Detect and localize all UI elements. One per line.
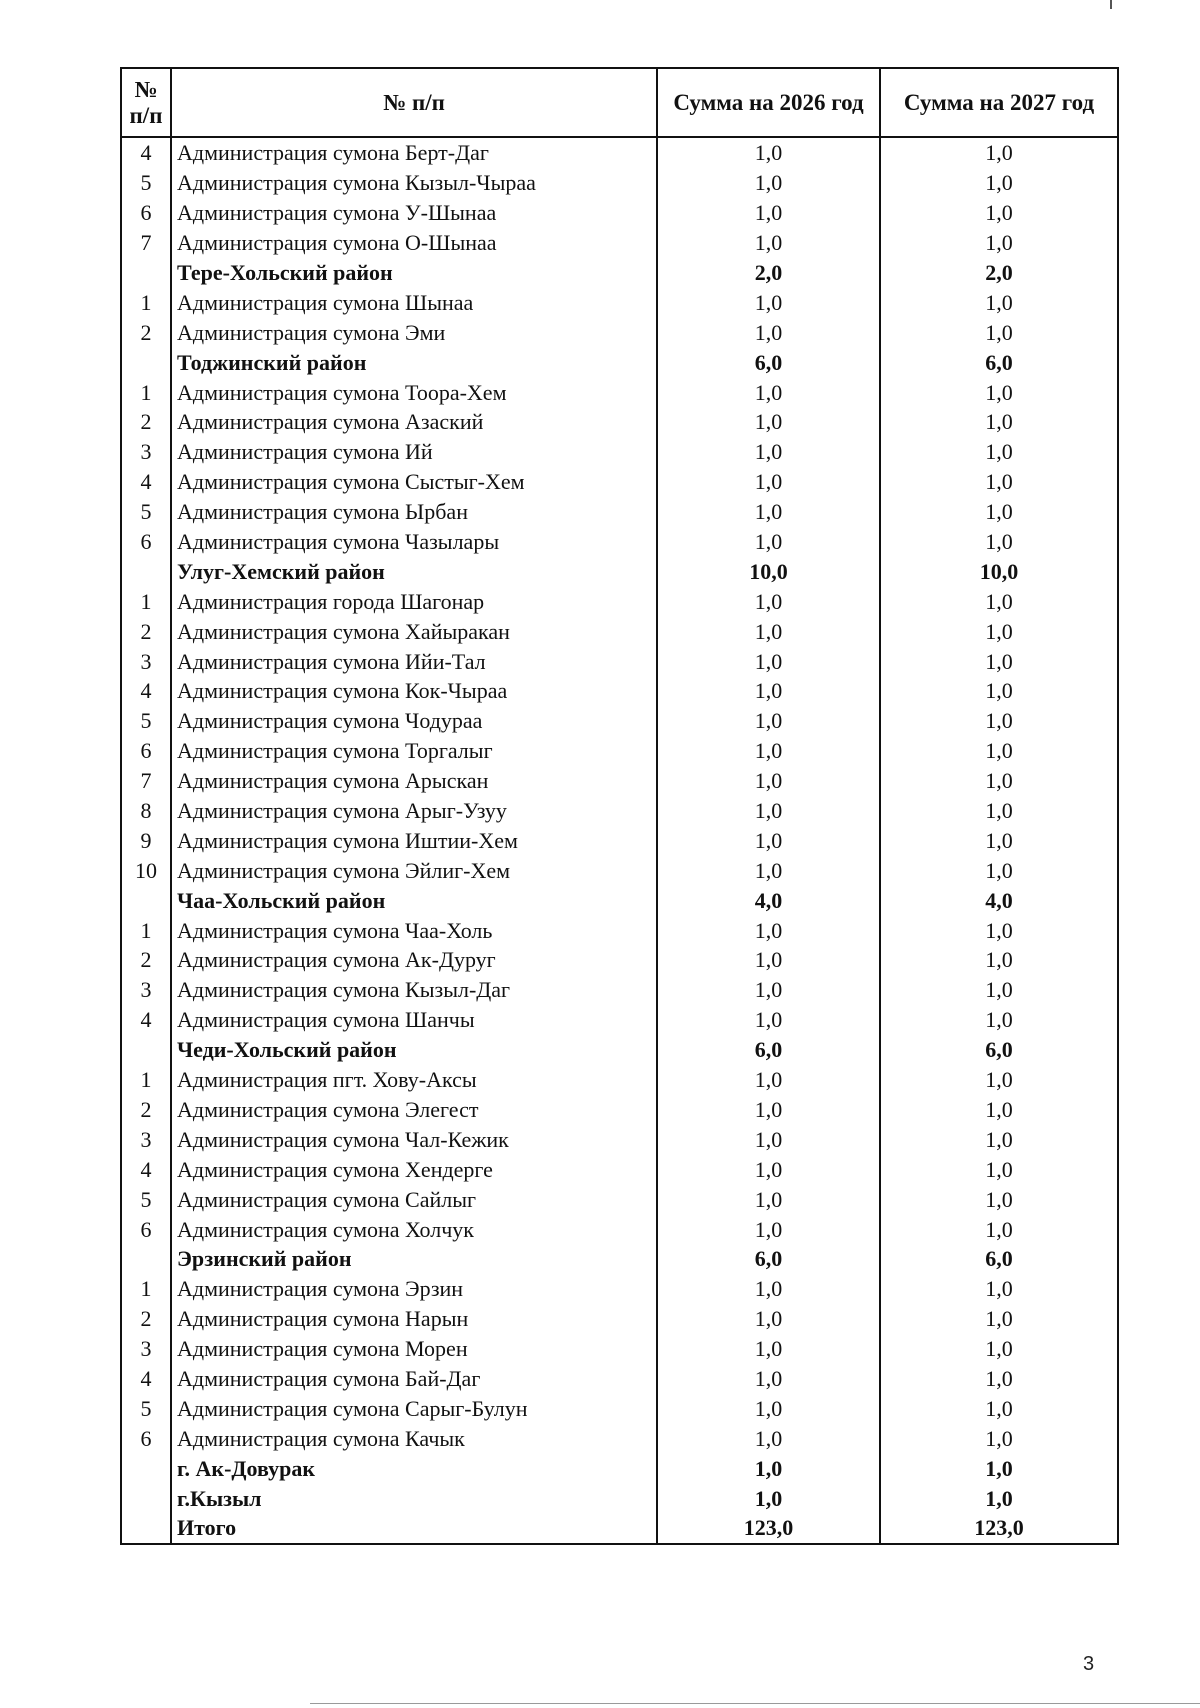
row-name: Администрация сумона Кызыл-Чыраа [171,168,657,198]
row-name: Администрация сумона Чаа-Холь [171,915,657,945]
row-name: Администрация сумона Сарыг-Булун [171,1393,657,1423]
row-sum-2027: 123,0 [880,1513,1118,1544]
row-sum-2026: 1,0 [657,1483,880,1513]
row-sum-2026: 6,0 [657,1035,880,1065]
table-row [121,736,1118,766]
table-row [121,1154,1118,1184]
row-sum-2027: 1,0 [880,1483,1118,1513]
row-sum-2027: 1,0 [880,1334,1118,1364]
row-sum-2027: 1,0 [880,736,1118,766]
row-sum-2027: 1,0 [880,676,1118,706]
table-row [121,377,1118,407]
table-row [121,855,1118,885]
row-name: Администрация сумона Берт-Даг [171,137,657,168]
table-row [121,646,1118,676]
row-sum-2027: 1,0 [880,646,1118,676]
row-name: Администрация сумона Ий [171,437,657,467]
row-sum-2026: 1,0 [657,1453,880,1483]
table-header [121,68,1118,137]
row-sum-2026: 1,0 [657,1184,880,1214]
row-name: г. Ак-Довурак [171,1453,657,1483]
footer-divider [310,1703,1200,1704]
table-row [121,1065,1118,1095]
row-sum-2026: 1,0 [657,287,880,317]
row-sum-2027: 1,0 [880,287,1118,317]
row-sum-2026: 2,0 [657,258,880,288]
row-name: Администрация сумона Нарын [171,1304,657,1334]
row-sum-2026: 1,0 [657,915,880,945]
row-number: 1 [121,1065,171,1095]
row-sum-2027: 1,0 [880,1214,1118,1244]
row-name: Администрация сумона Торгалыг [171,736,657,766]
table-subtotal-row [121,556,1118,586]
row-sum-2026: 1,0 [657,168,880,198]
row-sum-2027: 1,0 [880,1124,1118,1154]
row-sum-2026: 1,0 [657,377,880,407]
row-number: 8 [121,796,171,826]
allocation-table [120,67,1119,1545]
row-number: 1 [121,287,171,317]
row-number [121,1244,171,1274]
row-name: Эрзинский район [171,1244,657,1274]
row-name: Администрация сумона Шанчы [171,1005,657,1035]
header-number: № п/п [121,68,171,137]
row-name: Администрация сумона Кызыл-Даг [171,975,657,1005]
table-row [121,1124,1118,1154]
row-number: 2 [121,407,171,437]
row-number [121,1513,171,1544]
row-name: Администрация сумона Бай-Даг [171,1364,657,1394]
row-name: Тере-Хольский район [171,258,657,288]
table-row [121,945,1118,975]
table-row [121,1095,1118,1125]
row-sum-2026: 1,0 [657,437,880,467]
row-sum-2026: 1,0 [657,1124,880,1154]
row-number: 3 [121,1334,171,1364]
row-sum-2026: 1,0 [657,945,880,975]
row-sum-2027: 10,0 [880,556,1118,586]
row-number: 2 [121,945,171,975]
row-name: Администрация сумона Морен [171,1334,657,1364]
row-sum-2026: 1,0 [657,317,880,347]
row-name: Администрация сумона Элегест [171,1095,657,1125]
table-row [121,706,1118,736]
row-sum-2027: 1,0 [880,1364,1118,1394]
table-row [121,527,1118,557]
row-sum-2027: 1,0 [880,1423,1118,1453]
table-row [121,228,1118,258]
row-sum-2026: 1,0 [657,198,880,228]
table-row [121,437,1118,467]
table-subtotal-row [121,1453,1118,1483]
row-name: Администрация сумона Хайыракан [171,616,657,646]
row-number: 3 [121,437,171,467]
row-number [121,885,171,915]
table-row [121,1423,1118,1453]
table-subtotal-row [121,347,1118,377]
row-number: 4 [121,676,171,706]
row-sum-2027: 1,0 [880,915,1118,945]
row-sum-2027: 1,0 [880,1154,1118,1184]
table-row [121,1334,1118,1364]
row-sum-2027: 1,0 [880,616,1118,646]
row-number: 1 [121,586,171,616]
row-name: Администрация сумона Шынаа [171,287,657,317]
row-name: Чаа-Хольский район [171,885,657,915]
row-sum-2027: 1,0 [880,497,1118,527]
row-name: Чеди-Хольский район [171,1035,657,1065]
table-row [121,467,1118,497]
row-sum-2027: 2,0 [880,258,1118,288]
row-number: 3 [121,646,171,676]
row-sum-2027: 6,0 [880,347,1118,377]
table-row [121,915,1118,945]
row-sum-2026: 1,0 [657,228,880,258]
table-row [121,137,1118,168]
table-subtotal-row [121,1513,1118,1544]
row-name: Администрация сумона Арыскан [171,766,657,796]
row-number: 1 [121,1274,171,1304]
table-row [121,1274,1118,1304]
table-row [121,317,1118,347]
row-sum-2026: 1,0 [657,1423,880,1453]
table-row [121,616,1118,646]
table-row [121,1214,1118,1244]
scan-corner-mark [1110,0,1112,9]
row-sum-2026: 1,0 [657,616,880,646]
row-sum-2027: 1,0 [880,766,1118,796]
table-row [121,497,1118,527]
row-number: 5 [121,706,171,736]
row-sum-2026: 1,0 [657,1393,880,1423]
table-row [121,1364,1118,1394]
row-sum-2026: 1,0 [657,1334,880,1364]
row-number [121,258,171,288]
row-sum-2026: 1,0 [657,497,880,527]
row-sum-2026: 1,0 [657,646,880,676]
header-name: № п/п [171,68,657,137]
row-sum-2026: 6,0 [657,347,880,377]
row-number: 1 [121,915,171,945]
row-name: Итого [171,1513,657,1544]
table-row [121,1393,1118,1423]
row-sum-2027: 1,0 [880,855,1118,885]
row-sum-2027: 1,0 [880,137,1118,168]
table-subtotal-row [121,1035,1118,1065]
row-name: Администрация сумона Азаский [171,407,657,437]
row-name: Администрация сумона Чал-Кежик [171,1124,657,1154]
row-name: Администрация сумона Ырбан [171,497,657,527]
table-row [121,676,1118,706]
row-sum-2026: 1,0 [657,796,880,826]
row-sum-2027: 1,0 [880,377,1118,407]
row-sum-2027: 1,0 [880,467,1118,497]
row-number [121,347,171,377]
page-number: 3 [1083,1653,1095,1675]
row-name: Администрация пгт. Хову-Аксы [171,1065,657,1095]
row-sum-2027: 1,0 [880,945,1118,975]
row-sum-2027: 1,0 [880,975,1118,1005]
row-name: Тоджинский район [171,347,657,377]
row-sum-2027: 1,0 [880,1393,1118,1423]
row-name: Администрация сумона Холчук [171,1214,657,1244]
table-row [121,1005,1118,1035]
row-sum-2027: 1,0 [880,1005,1118,1035]
row-sum-2027: 1,0 [880,407,1118,437]
row-sum-2026: 1,0 [657,467,880,497]
row-sum-2026: 1,0 [657,1095,880,1125]
row-sum-2026: 123,0 [657,1513,880,1544]
table-row [121,287,1118,317]
header-sum-2027: Сумма на 2027 год [880,68,1118,137]
row-sum-2027: 1,0 [880,317,1118,347]
row-sum-2026: 1,0 [657,586,880,616]
row-sum-2026: 1,0 [657,1274,880,1304]
row-sum-2026: 1,0 [657,1364,880,1394]
row-sum-2026: 1,0 [657,676,880,706]
row-number: 3 [121,1124,171,1154]
table-subtotal-row [121,1244,1118,1274]
row-number: 2 [121,1095,171,1125]
row-sum-2027: 1,0 [880,1095,1118,1125]
table-row [121,586,1118,616]
row-number: 4 [121,1154,171,1184]
row-name: г.Кызыл [171,1483,657,1513]
table-row [121,1304,1118,1334]
row-number: 7 [121,766,171,796]
row-number: 4 [121,1364,171,1394]
row-sum-2026: 1,0 [657,137,880,168]
table-row [121,796,1118,826]
row-number: 6 [121,527,171,557]
row-name: Администрация сумона Иштии-Хем [171,825,657,855]
row-sum-2027: 1,0 [880,437,1118,467]
row-sum-2027: 1,0 [880,198,1118,228]
row-name: Администрация сумона У-Шынаа [171,198,657,228]
row-sum-2027: 1,0 [880,1453,1118,1483]
row-name: Администрация сумона Качык [171,1423,657,1453]
row-sum-2026: 1,0 [657,1154,880,1184]
row-name: Администрация сумона Сайлыг [171,1184,657,1214]
row-number: 2 [121,616,171,646]
table-row [121,975,1118,1005]
row-sum-2027: 1,0 [880,586,1118,616]
table-body [121,137,1118,1544]
table-row [121,407,1118,437]
row-name: Администрация города Шагонар [171,586,657,616]
row-number: 2 [121,317,171,347]
row-sum-2026: 1,0 [657,1214,880,1244]
row-sum-2027: 1,0 [880,228,1118,258]
row-number: 2 [121,1304,171,1334]
row-name: Администрация сумона Хендерге [171,1154,657,1184]
row-sum-2026: 1,0 [657,527,880,557]
row-sum-2027: 1,0 [880,825,1118,855]
table-row [121,825,1118,855]
row-number [121,1483,171,1513]
row-name: Администрация сумона Чазылары [171,527,657,557]
row-number: 5 [121,168,171,198]
row-sum-2027: 1,0 [880,706,1118,736]
row-sum-2026: 1,0 [657,1065,880,1095]
row-sum-2027: 1,0 [880,1274,1118,1304]
row-name: Администрация сумона Тоора-Хем [171,377,657,407]
row-number [121,556,171,586]
row-number: 5 [121,1184,171,1214]
row-number: 10 [121,855,171,885]
row-number: 5 [121,497,171,527]
row-number [121,1035,171,1065]
row-sum-2027: 1,0 [880,796,1118,826]
row-sum-2027: 1,0 [880,527,1118,557]
row-name: Администрация сумона Сыстыг-Хем [171,467,657,497]
table-subtotal-row [121,258,1118,288]
row-sum-2027: 6,0 [880,1244,1118,1274]
row-name: Администрация сумона Арыг-Узуу [171,796,657,826]
row-sum-2026: 1,0 [657,766,880,796]
row-sum-2026: 1,0 [657,1005,880,1035]
row-sum-2026: 4,0 [657,885,880,915]
row-sum-2027: 1,0 [880,1184,1118,1214]
row-number: 7 [121,228,171,258]
row-name: Администрация сумона Чодураа [171,706,657,736]
row-number: 1 [121,377,171,407]
table-row [121,766,1118,796]
row-name: Администрация сумона Кок-Чыраа [171,676,657,706]
row-name: Администрация сумона Ийи-Тал [171,646,657,676]
row-number: 6 [121,198,171,228]
row-name: Администрация сумона О-Шынаа [171,228,657,258]
row-sum-2027: 1,0 [880,1304,1118,1334]
header-sum-2026: Сумма на 2026 год [657,68,880,137]
row-sum-2026: 1,0 [657,855,880,885]
table-subtotal-row [121,885,1118,915]
row-sum-2026: 10,0 [657,556,880,586]
row-number: 6 [121,1214,171,1244]
table-row [121,1184,1118,1214]
row-sum-2027: 4,0 [880,885,1118,915]
row-sum-2026: 1,0 [657,975,880,1005]
row-number: 4 [121,1005,171,1035]
row-sum-2026: 1,0 [657,1304,880,1334]
row-number: 9 [121,825,171,855]
table-subtotal-row [121,1483,1118,1513]
row-number: 5 [121,1393,171,1423]
row-sum-2027: 1,0 [880,168,1118,198]
row-sum-2027: 6,0 [880,1035,1118,1065]
row-name: Администрация сумона Эми [171,317,657,347]
row-name: Администрация сумона Эйлиг-Хем [171,855,657,885]
row-number [121,1453,171,1483]
row-sum-2026: 1,0 [657,825,880,855]
row-name: Администрация сумона Эрзин [171,1274,657,1304]
row-name: Улуг-Хемский район [171,556,657,586]
row-sum-2026: 1,0 [657,736,880,766]
row-sum-2026: 6,0 [657,1244,880,1274]
row-number: 4 [121,467,171,497]
row-sum-2026: 1,0 [657,407,880,437]
row-number: 4 [121,137,171,168]
row-number: 6 [121,1423,171,1453]
row-number: 3 [121,975,171,1005]
table-row [121,198,1118,228]
table-row [121,168,1118,198]
row-sum-2026: 1,0 [657,706,880,736]
row-sum-2027: 1,0 [880,1065,1118,1095]
row-number: 6 [121,736,171,766]
row-name: Администрация сумона Ак-Дуруг [171,945,657,975]
